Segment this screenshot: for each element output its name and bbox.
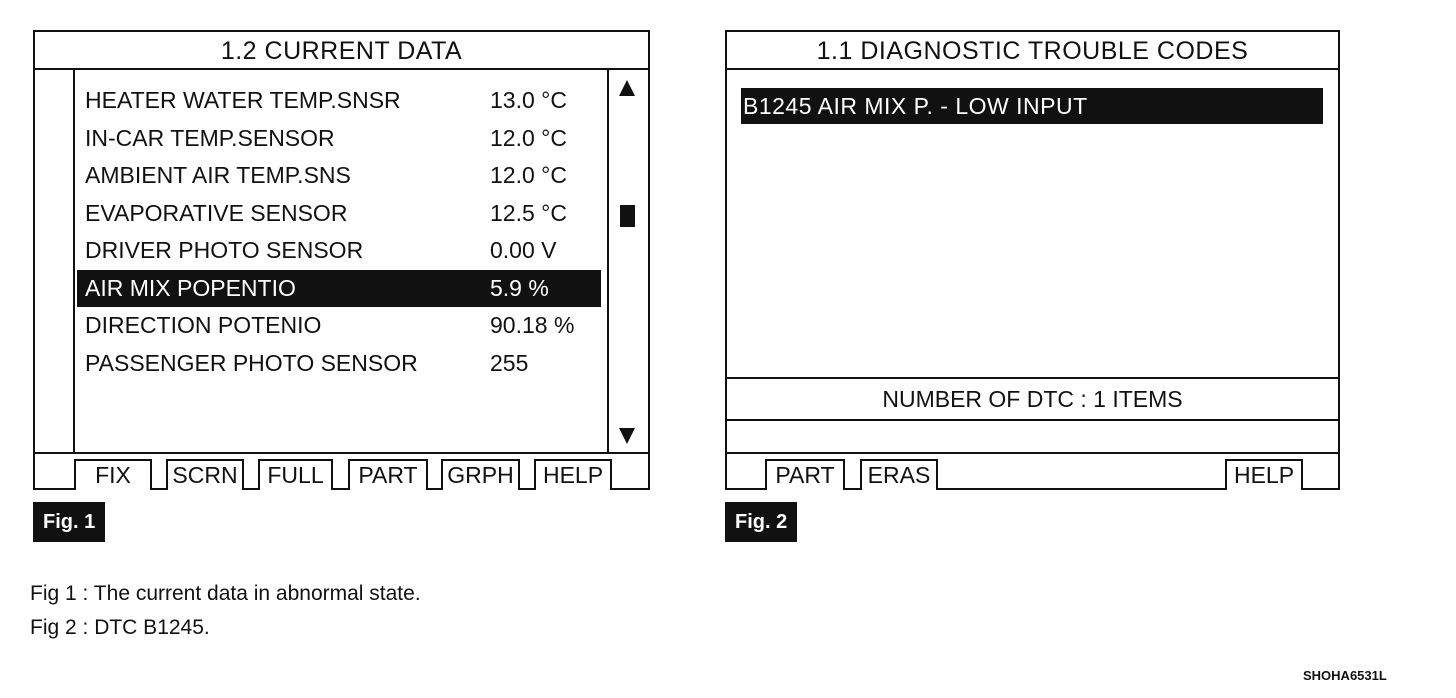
caption-fig-2: Fig 2 : DTC B1245. <box>30 616 210 639</box>
fix-button[interactable]: FIX <box>74 459 152 490</box>
help-button[interactable]: HELP <box>534 459 612 490</box>
data-row-label: AIR MIX POPENTIO <box>85 274 296 301</box>
data-row-value: 12.0 °C <box>490 124 567 151</box>
current-data-list <box>77 82 601 382</box>
help-button[interactable]: HELP <box>1225 459 1303 490</box>
data-row-heater-water-temp[interactable] <box>77 82 601 120</box>
dtc-function-key-bar <box>727 452 1338 488</box>
reference-code: SHOHA6531L <box>1303 668 1387 683</box>
data-row-value: 255 <box>490 349 529 376</box>
caption-fig-1: Fig 1 : The current data in abnormal state. <box>30 582 421 605</box>
data-row-in-car-temp[interactable] <box>77 120 601 158</box>
data-row-passenger-photo-sensor[interactable] <box>77 345 601 383</box>
data-row-label: DRIVER PHOTO SENSOR <box>85 237 364 263</box>
data-row-value: 90.18 % <box>490 312 575 338</box>
dtc-title: 1.1 DIAGNOSTIC TROUBLE CODES <box>727 32 1338 70</box>
figure-1-label: Fig. 1 <box>33 502 105 542</box>
data-row-label: PASSENGER PHOTO SENSOR <box>85 349 418 376</box>
data-row-label: AMBIENT AIR TEMP.SNS <box>85 162 351 188</box>
data-row-direction-potenio[interactable] <box>77 307 601 345</box>
data-row-value: 0.00 V <box>490 237 557 263</box>
data-row-label: DIRECTION POTENIO <box>85 312 322 338</box>
data-row-value: 5.9 % <box>490 274 549 301</box>
scroll-thumb[interactable] <box>620 205 635 227</box>
current-data-title: 1.2 CURRENT DATA <box>35 32 648 70</box>
scrn-button[interactable]: SCRN <box>166 459 244 490</box>
full-button[interactable]: FULL <box>258 459 333 490</box>
data-row-ambient-air-temp[interactable] <box>77 157 601 195</box>
data-row-value: 12.5 °C <box>490 199 567 226</box>
dtc-panel <box>725 30 1340 490</box>
eras-button[interactable]: ERAS <box>860 459 938 490</box>
data-row-value: 13.0 °C <box>490 87 567 113</box>
figure-2-label: Fig. 2 <box>725 502 797 542</box>
data-row-air-mix-potentio-selected[interactable] <box>77 270 601 308</box>
data-row-value: 12.0 °C <box>490 162 567 188</box>
part-button[interactable]: PART <box>765 459 845 490</box>
scroll-up-arrow-icon[interactable] <box>619 80 635 96</box>
dtc-status-line <box>727 419 1338 454</box>
data-row-label: EVAPORATIVE SENSOR <box>85 199 348 226</box>
data-row-driver-photo-sensor[interactable] <box>77 232 601 270</box>
current-data-panel <box>33 30 650 490</box>
data-row-label: HEATER WATER TEMP.SNSR <box>85 87 401 113</box>
dtc-item-selected[interactable]: B1245 AIR MIX P. - LOW INPUT <box>741 88 1323 124</box>
function-key-bar <box>35 452 648 488</box>
scrollbar[interactable] <box>607 70 648 452</box>
data-row-evaporative-sensor[interactable] <box>77 195 601 233</box>
left-margin-column <box>35 70 75 452</box>
dtc-count: NUMBER OF DTC : 1 ITEMS <box>727 377 1338 419</box>
data-row-label: IN-CAR TEMP.SENSOR <box>85 124 335 151</box>
grph-button[interactable]: GRPH <box>441 459 520 490</box>
scroll-down-arrow-icon[interactable] <box>619 428 635 444</box>
part-button[interactable]: PART <box>348 459 428 490</box>
